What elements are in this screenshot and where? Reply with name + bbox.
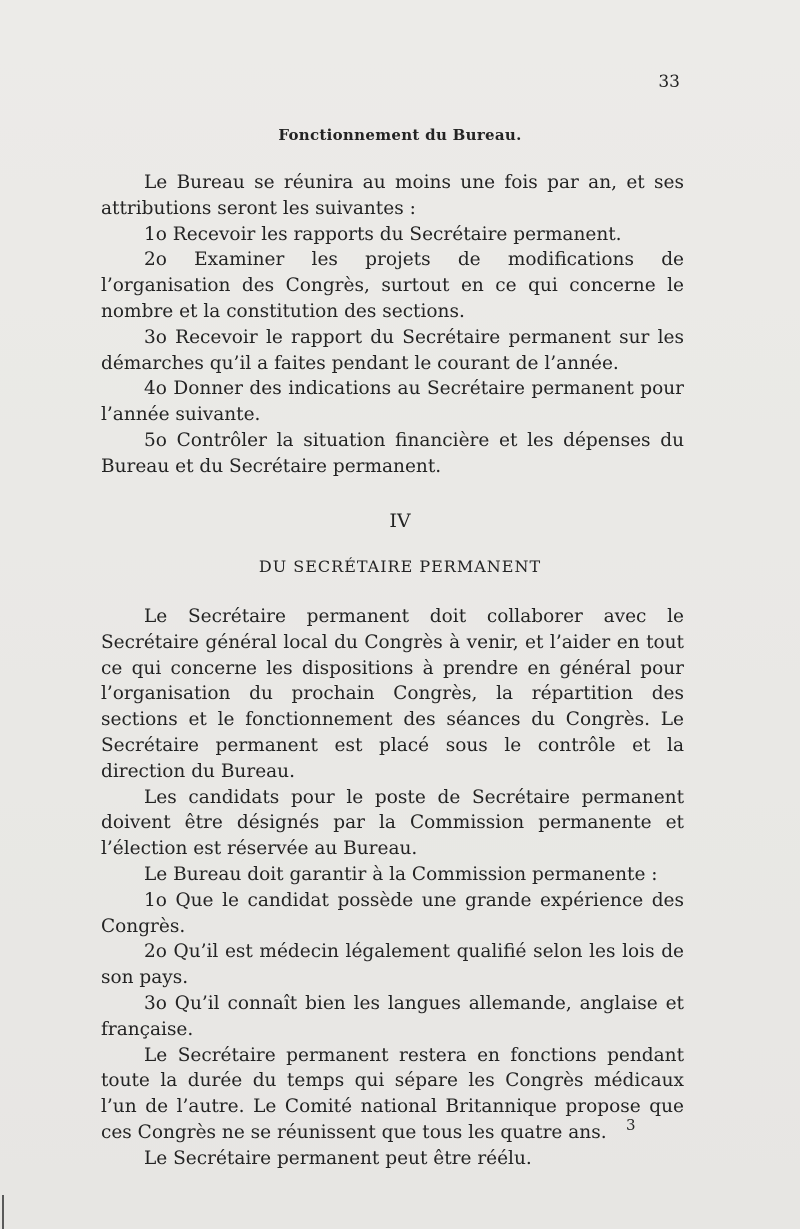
bureau-text-block	[101, 170, 684, 480]
paragraph: Le Bureau se réunira au moins une fois par an, et ses attributions seront les suivantes :	[101, 172, 684, 219]
paragraph: 2o Examiner les projets de modifications de l’organisation des Congrès, surtout en ce qui concerne le nombre et la constitution des sections.	[101, 249, 684, 322]
paragraph: 3o Qu’il connaît bien les langues allemande, anglaise et française.	[101, 992, 684, 1040]
paragraph: Le Bureau doit garantir à la Commission permanente :	[144, 863, 658, 885]
paragraph: Le Secrétaire permanent doit collaborer avec le Secrétaire général local du Congrès à venir, et l’aider en tout ce qui concerne les dispositions à prendre en général pour l’organisation du prochain Congrès, la répartition des sections et le fonctionnement des séances du Congrès. Le Secrétaire permanent est placé sous le contrôle et la direction du Bureau.	[101, 606, 684, 782]
paragraph: 5o Contrôler la situation financière et les dépenses du Bureau et du Secrétaire permanent.	[101, 429, 684, 477]
paragraph: Les candidats pour le poste de Secrétaire permanent doivent être désignés par la Commission permanente et l’élection est réservée au Bureau.	[101, 786, 684, 860]
paragraph: 1o Que le candidat possède une grande expérience des Congrès.	[101, 889, 684, 937]
chapter-number: IV	[389, 510, 411, 532]
paragraph: 2o Qu’il est médecin légalement qualifié selon les lois de son pays.	[101, 941, 684, 989]
section-heading: Fonctionnement du Bureau.	[278, 126, 522, 144]
paragraph: Le Secrétaire permanent peut être réélu.	[144, 1147, 532, 1169]
signature-mark: 3	[626, 1116, 636, 1134]
secretary-text-block	[101, 604, 684, 1172]
chapter-title: DU SECRÉTAIRE PERMANENT	[258, 557, 542, 576]
paragraph: 3o Recevoir le rapport du Secrétaire permanent sur les démarches qu’il a faites pendant le courant de l’année.	[101, 326, 684, 374]
paragraph: Le Secrétaire permanent restera en fonctions pendant toute la durée du temps qui sépare les Congrès médicaux l’un de l’autre. Le Comité national Britannique propose que ces Congrès ne se réunissent que tous les quatre ans.	[101, 1044, 684, 1143]
paragraph: 1o Recevoir les rapports du Secrétaire permanent.	[144, 223, 622, 245]
page-edge-mark	[2, 1195, 4, 1229]
page-number: 33	[658, 72, 680, 92]
paragraph: 4o Donner des indications au Secrétaire permanent pour l’année suivante.	[101, 378, 684, 426]
